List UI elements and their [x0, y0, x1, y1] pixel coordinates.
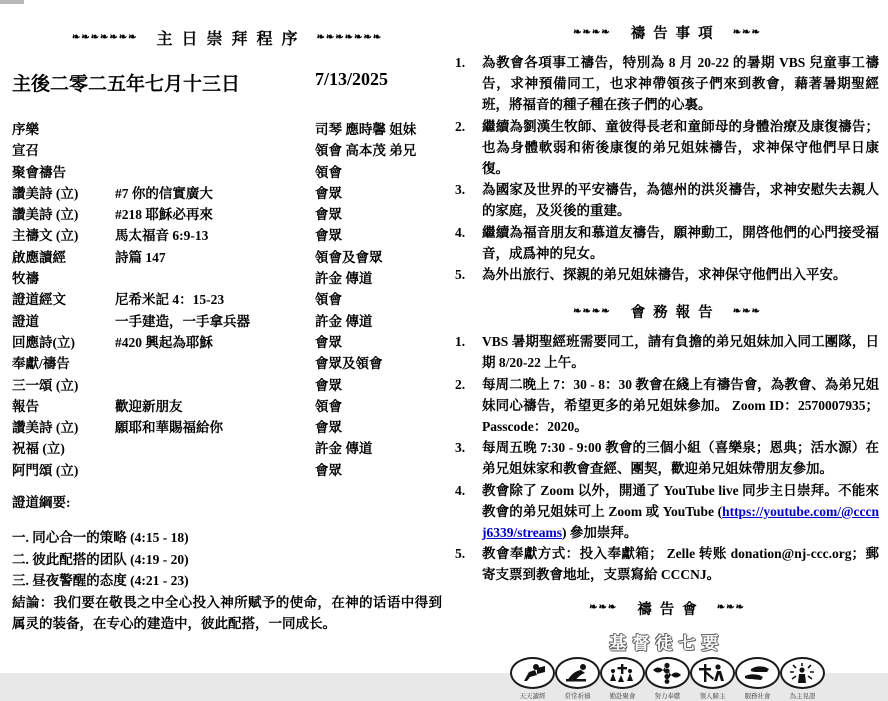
program-leader: 會眾	[315, 334, 342, 350]
seven-essentials-logo	[497, 629, 837, 701]
program-item: 序樂	[12, 122, 39, 137]
program-leader: 會眾	[315, 462, 342, 478]
scroll-ornament-icon: ❧❧❧	[732, 305, 761, 317]
program-detail	[115, 353, 315, 374]
report-item-post: ) 參加崇拜。	[562, 525, 638, 541]
witness-light-icon	[780, 657, 825, 689]
item-number: 3.	[455, 182, 466, 198]
scroll-ornament-icon: ❧❧❧❧❧❧❧	[316, 31, 383, 43]
essential-item	[555, 657, 600, 701]
worship-order-header	[12, 26, 442, 49]
report-item-text: 每周五晚 7:30 - 9:00 教會的三個小組（喜樂泉；恩典；活水源）在弟兄姐妹家和教會查經、團契，歡迎弟兄姐妹帶朋友參加。	[482, 440, 879, 477]
prayer-item-text: 為教會各項事工禱告，特別為 8 月 20-22 的暑期 VBS 兒童事工禱告，求神預備同工，也求神帶領孩子們來到教會，藉著暑期聖經班，將福音的種子種在孩子們的心裏。	[482, 55, 879, 113]
program-leader: 會眾	[315, 377, 342, 393]
church-report-header	[455, 301, 879, 322]
item-number: 2.	[455, 118, 466, 134]
worship-order-title: 主日崇拜程序	[156, 31, 307, 48]
program-detail: #7 你的信實廣大	[115, 185, 213, 201]
program-detail: 願耶和華賜福給你	[115, 420, 223, 436]
essential-item	[690, 657, 735, 701]
program-leader: 許金 傳道	[315, 271, 373, 287]
list-item	[455, 264, 879, 285]
list-item	[455, 480, 879, 544]
program-row	[12, 417, 442, 438]
essential-label: 領人歸主	[699, 692, 725, 700]
program-item: 祝福 (立)	[12, 441, 65, 457]
fish-offering-icon	[645, 657, 690, 689]
date-row	[12, 69, 442, 95]
program-item: 主禱文 (立)	[12, 228, 79, 244]
program-item: 讚美詩 (立)	[12, 185, 79, 201]
program-detail: 歡迎新朋友	[115, 398, 183, 414]
program-item: 證道	[12, 313, 39, 329]
program-item: 阿門頌 (立)	[12, 462, 79, 478]
program-leader: 會眾	[315, 185, 342, 201]
youtube-stream-link[interactable]: https://youtube.com/@cccnj6339/streams	[482, 503, 879, 541]
prayer-items-list	[455, 52, 879, 285]
announcements-column	[455, 0, 879, 701]
program-item: 讚美詩 (立)	[12, 420, 79, 436]
prayer-items-title: 禱告事項	[630, 26, 721, 42]
item-number: 1.	[455, 334, 466, 350]
item-number: 5.	[455, 546, 466, 562]
scroll-ornament-icon: ❧❧❧	[589, 602, 618, 614]
program-leader: 領會 高本茂 弟兄	[315, 143, 417, 159]
program-item: 回應詩(立)	[12, 334, 75, 350]
outline-point: 三. 昼夜警醒的态度 (4:21 - 23)	[12, 573, 189, 589]
seven-essentials-icons	[497, 657, 837, 701]
program-row	[12, 119, 442, 140]
program-row	[12, 289, 442, 310]
scroll-ornament-icon: ❧❧❧	[732, 26, 761, 38]
program-detail: 尼希米記 4：15-23	[115, 292, 225, 308]
report-item-pre: 教會除了 Zoom 以外，開通了 YouTube live 同步主日崇拜。不能來教會的弟兄姐妹可上 Zoom 或 YouTube (	[482, 482, 879, 519]
program-row	[12, 140, 442, 161]
program-leader: 領會	[315, 164, 342, 180]
program-row	[12, 247, 442, 268]
program-row	[12, 460, 442, 481]
congregation-cross-icon	[600, 657, 645, 689]
essential-label: 服務社會	[744, 692, 770, 700]
program-detail: #420 興起為耶穌	[115, 334, 213, 350]
serving-hands-icon	[735, 657, 780, 689]
scroll-ornament-icon: ❧❧❧❧❧❧❧	[71, 31, 138, 43]
program-detail	[115, 460, 315, 481]
item-number: 3.	[455, 440, 466, 456]
program-row	[12, 162, 442, 183]
program-leader: 領會	[315, 398, 342, 414]
prayer-item-text: 為外出旅行、探親的弟兄姐妹禱告，求神保守他們出入平安。	[482, 267, 847, 283]
program-leader: 許金 傳道	[315, 313, 373, 329]
program-item: 聚會禱告	[12, 164, 66, 180]
church-report-list	[455, 331, 879, 585]
service-program-table	[12, 119, 442, 481]
essential-item	[780, 657, 825, 701]
essential-item	[735, 657, 780, 701]
date-numeric: 7/13/2025	[315, 69, 389, 89]
program-row	[12, 396, 442, 417]
program-row	[12, 311, 442, 332]
report-item-text: VBS 暑期聖經班需要同工，請有負擔的弟兄姐妹加入同工團隊，日期 8/20-22 上午。	[482, 334, 879, 371]
program-item: 牧禱	[12, 271, 39, 287]
prayer-items-header	[455, 22, 879, 43]
program-leader: 會眾	[315, 228, 342, 244]
prayer-item-text: 為國家及世界的平安禱告，為德州的洪災禱告，求神安慰失去親人的家庭，及災後的重建。	[482, 182, 879, 219]
program-detail	[115, 268, 315, 289]
program-item: 三一頌 (立)	[12, 377, 79, 393]
essential-item	[600, 657, 645, 701]
scroll-ornament-icon: ❧❧❧❧	[573, 26, 611, 38]
program-row	[12, 204, 442, 225]
program-detail	[115, 438, 315, 459]
program-detail: 馬太福音 6:9-13	[115, 228, 209, 244]
item-number: 4.	[455, 224, 466, 240]
item-number: 2.	[455, 376, 466, 392]
program-leader: 領會及會眾	[315, 249, 383, 265]
list-item	[455, 437, 879, 479]
list-item	[455, 222, 879, 264]
program-row	[12, 225, 442, 246]
program-item: 讚美詩 (立)	[12, 207, 79, 223]
sermon-conclusion: 結論：我们要在敬畏之中全心投入神所赋予的使命，在神的话语中得到属灵的装备，在专心的建造中，彼此配搭，一同成长。	[12, 594, 442, 632]
scroll-ornament-icon: ❧❧❧	[716, 602, 745, 614]
program-leader: 會眾	[315, 207, 342, 223]
list-item	[455, 374, 879, 438]
date-chinese: 主後二零二五年七月十三日	[12, 74, 241, 95]
program-row	[12, 268, 442, 289]
essential-label: 努力奉獻	[654, 692, 680, 700]
list-item	[455, 52, 879, 116]
item-number: 5.	[455, 267, 466, 283]
outline-point: 一. 同心合一的策略 (4:15 - 18)	[12, 530, 189, 546]
item-number: 4.	[455, 482, 466, 498]
program-leader: 領會	[315, 292, 342, 308]
program-item: 宣召	[12, 143, 39, 159]
program-detail: 詩篇 147	[115, 249, 166, 265]
essential-label: 為主見證	[789, 692, 815, 700]
essential-label: 勤赴聚會	[609, 692, 635, 700]
program-detail	[115, 162, 315, 183]
program-detail	[115, 140, 315, 161]
list-item	[455, 331, 879, 373]
outline-point: 二. 彼此配搭的团队 (4:19 - 20)	[12, 551, 189, 567]
seven-essentials-title: 基督徒七要	[609, 633, 725, 653]
sermon-outline-heading: 證道綱要:	[12, 495, 71, 511]
report-item-text: 教會奉獻方式：投入奉獻箱； Zelle 转账 donation@nj-ccc.org；郵寄支票到教會地址，支票寫給 CCCNJ。	[482, 546, 879, 583]
program-row	[12, 353, 442, 374]
program-row	[12, 375, 442, 396]
program-row	[12, 183, 442, 204]
program-detail: 一手建造，一手拿兵器	[115, 313, 250, 329]
program-item: 報告	[12, 398, 39, 414]
prayer-meeting-title: 禱告會	[637, 601, 705, 618]
prayer-item-text: 繼續為福音朋友和慕道友禱告，願神動工，開啓他們的心門接受福音，成爲神的兒女。	[482, 224, 879, 261]
prayer-meeting-header	[455, 598, 879, 619]
program-detail: #218 耶穌必再來	[115, 207, 213, 223]
program-leader: 司琴 應時馨 姐妹	[315, 122, 417, 137]
list-item	[455, 179, 879, 221]
program-leader: 許金 傳道	[315, 441, 373, 457]
essential-label: 常常祈禱	[564, 692, 590, 700]
program-leader: 會眾	[315, 420, 342, 436]
program-row	[12, 332, 442, 353]
program-item: 證道經文	[12, 292, 66, 308]
report-item-text: 每周二晚上 7：30 - 8：30 教會在綫上有禱告會，為教會、為弟兄姐妹同心禱告，希望更多的弟兄姐妹參加。 Zoom ID：2570007935；Passcode：2020。	[482, 376, 879, 435]
kneeling-prayer-icon	[555, 657, 600, 689]
list-item	[455, 543, 879, 585]
scroll-ornament-icon: ❧❧❧❧	[573, 305, 611, 317]
program-detail	[115, 375, 315, 396]
sermon-outline	[12, 493, 442, 635]
list-item	[455, 116, 879, 180]
item-number: 1.	[455, 55, 466, 70]
reading-person-icon	[510, 657, 555, 689]
essential-item	[645, 657, 690, 701]
program-row	[12, 438, 442, 459]
program-detail	[115, 119, 315, 140]
program-item: 奉獻/禱告	[12, 356, 70, 372]
report-item-text	[482, 480, 879, 544]
lead-to-christ-cross-icon	[690, 657, 735, 689]
essential-item	[510, 657, 555, 701]
program-leader: 會眾及領會	[315, 356, 383, 372]
essential-label: 天天讀經	[519, 692, 545, 700]
church-report-title: 會務報告	[630, 305, 721, 322]
sermon-outline-points	[12, 527, 442, 635]
prayer-item-text: 繼續為劉漢生牧師、童彼得長老和童師母的身體治療及康復禱告；也為身體軟弱和術後康復的弟兄姐妹禱告，求神保守他們早日康復。	[482, 118, 879, 177]
worship-order-column	[12, 0, 442, 635]
program-item: 啟應讀經	[12, 249, 66, 265]
